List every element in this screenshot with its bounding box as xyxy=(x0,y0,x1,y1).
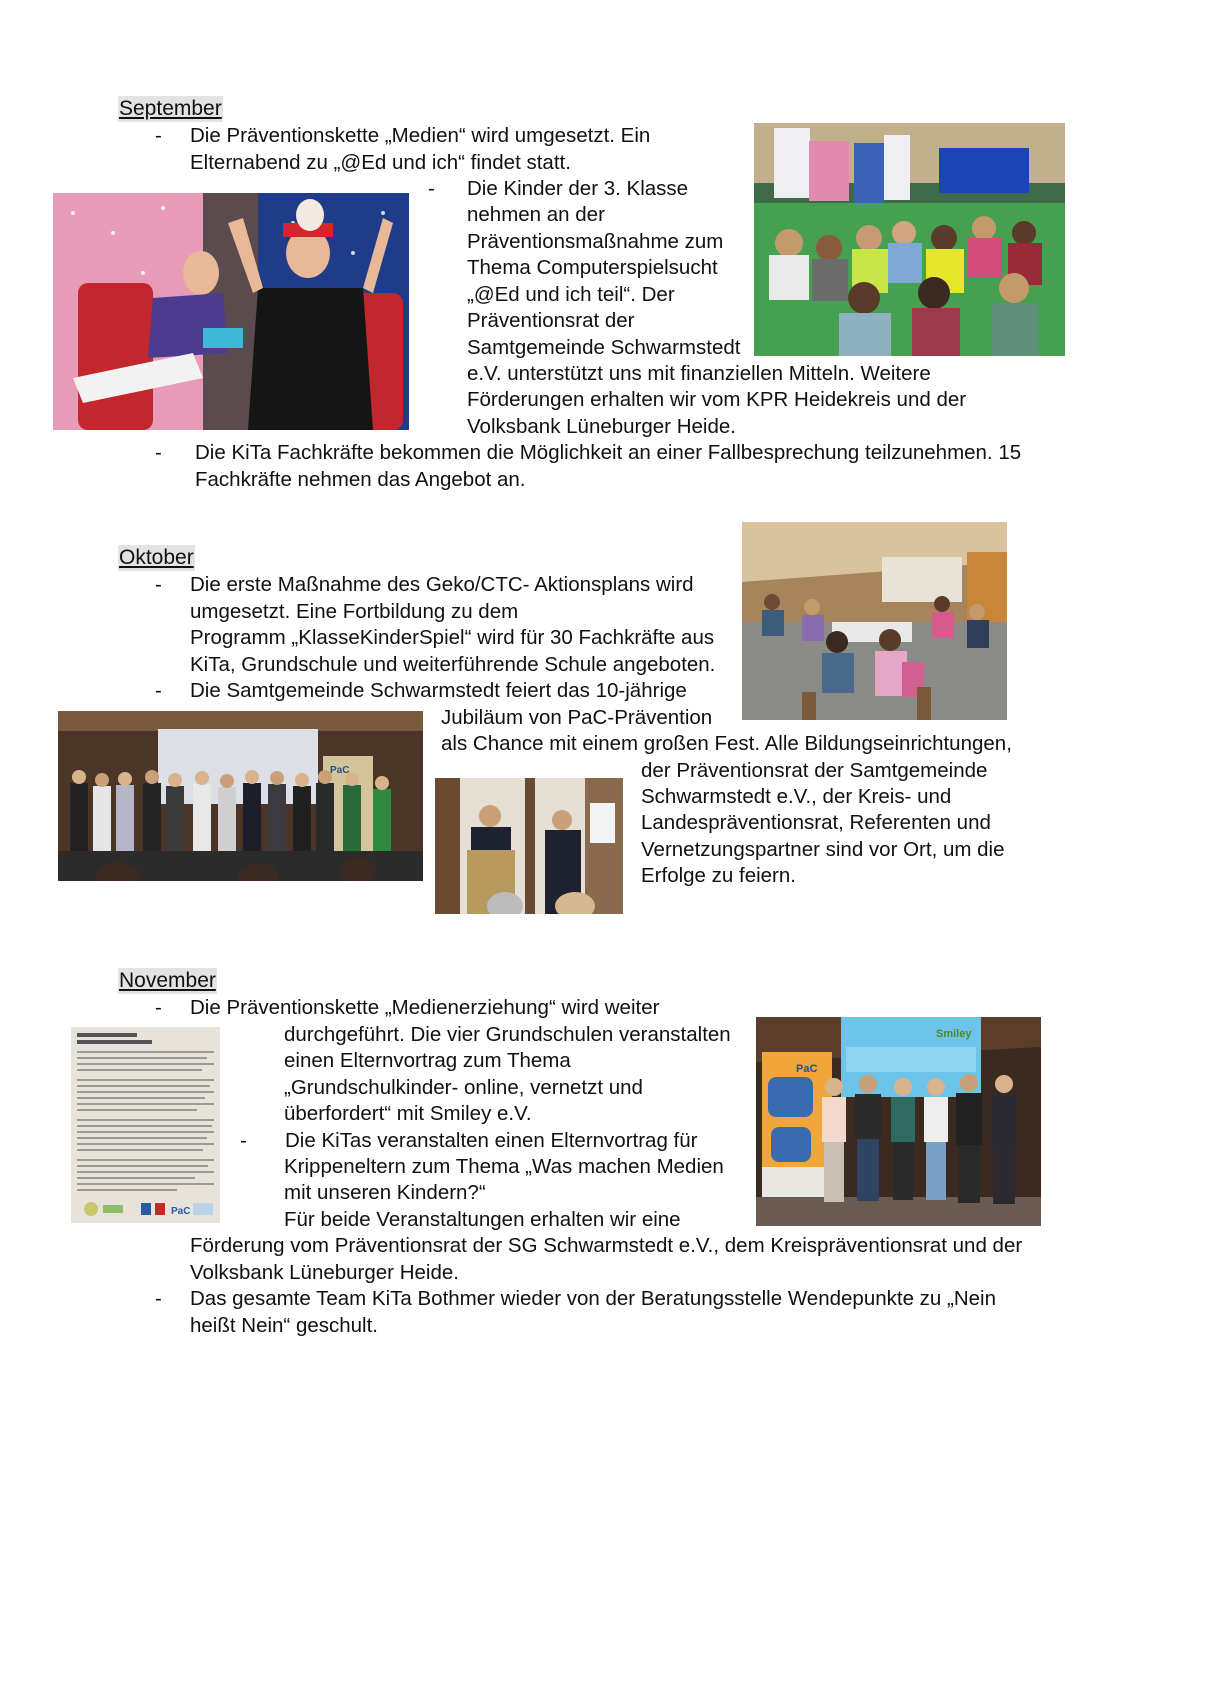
okt-item2-line5: Schwarmstedt e.V., der Kreis- und xyxy=(641,785,952,808)
bullet-dash: - xyxy=(240,1129,247,1152)
nov-item2-line1: Die KiTas veranstalten einen Elternvortrag für xyxy=(285,1129,698,1152)
photo-group-presentation xyxy=(756,1017,1041,1226)
poster-brand-text: PaC xyxy=(330,765,350,776)
sep-item2-line9: Förderungen erhalten wir vom KPR Heidekreis und der xyxy=(467,388,967,411)
sep-item3-line2: Fachkräfte nehmen das Angebot an. xyxy=(195,468,526,491)
sep-item2-line5: „@Ed und ich teil“. Der xyxy=(467,283,675,306)
bullet-dash: - xyxy=(428,177,435,200)
nov-item1-line5: überfordert“ mit Smiley e.V. xyxy=(284,1102,532,1125)
photo-speaker-podium xyxy=(435,778,623,914)
okt-item1-line2: umgesetzt. Eine Fortbildung zu dem xyxy=(190,600,519,623)
sep-item2-line4: Thema Computerspielsucht xyxy=(467,256,718,279)
bullet-dash: - xyxy=(155,573,162,596)
bullet-dash: - xyxy=(155,679,162,702)
nov-item3-line2: heißt Nein“ geschult. xyxy=(190,1314,379,1337)
okt-item2-line6: Landespräventionsrat, Referenten und xyxy=(641,811,991,834)
screen-brand-text: Smiley xyxy=(936,1028,972,1040)
bullet-dash: - xyxy=(155,124,162,147)
nov-item1-line1: Die Präventionskette „Medienerziehung“ wird weiter xyxy=(190,996,660,1019)
photo-group-stage xyxy=(58,711,423,881)
photo-children-gym xyxy=(754,123,1065,356)
photo-newspaper-flyer xyxy=(71,1027,220,1223)
nov-item2-line3: mit unseren Kindern?“ xyxy=(284,1181,486,1204)
okt-item2-line1: Die Samtgemeinde Schwarmstedt feiert das 10-jährige xyxy=(190,679,687,702)
okt-item2-line4: der Präventionsrat der Samtgemeinde xyxy=(641,759,988,782)
nov-item2-line5: Förderung vom Präventionsrat der SG Schwarmstedt e.V., dem Kreispräventionsrat und der xyxy=(190,1234,1023,1257)
sep-item1-line1: Die Präventionskette „Medien“ wird umgesetzt. Ein xyxy=(190,124,651,147)
okt-item2-line3: als Chance mit einem großen Fest. Alle Bildungseinrichtungen, xyxy=(441,732,1012,755)
sep-item2-line2: nehmen an der xyxy=(467,203,605,226)
photo-workshop-room xyxy=(742,522,1007,720)
bullet-dash: - xyxy=(155,1287,162,1310)
sep-item2-line8: e.V. unterstützt uns mit finanziellen Mitteln. Weitere xyxy=(467,362,931,385)
okt-item1-line1: Die erste Maßnahme des Geko/CTC- Aktionsplans wird xyxy=(190,573,694,596)
poster-brand-text-2: PaC xyxy=(796,1063,818,1075)
bullet-dash: - xyxy=(155,996,162,1019)
nov-item2-line6: Volksbank Lüneburger Heide. xyxy=(190,1261,459,1284)
sep-item2-line6: Präventionsrat der xyxy=(467,309,635,332)
okt-item1-line3: Programm „KlasseKinderSpiel“ wird für 30 Fachkräfte aus xyxy=(190,626,715,649)
photo-theater-performance xyxy=(53,193,409,430)
okt-item2-line7: Vernetzungspartner sind vor Ort, um die xyxy=(641,838,1005,861)
nov-item1-line3: einen Elternvortrag zum Thema xyxy=(284,1049,571,1072)
sep-item2-line10: Volksbank Lüneburger Heide. xyxy=(467,415,736,438)
nov-item1-line4: „Grundschulkinder- online, vernetzt und xyxy=(284,1076,643,1099)
okt-item2-line2: Jubiläum von PaC-Prävention xyxy=(441,706,713,729)
bullet-dash: - xyxy=(155,441,162,464)
sep-item3-line1: Die KiTa Fachkräfte bekommen die Möglichkeit an einer Fallbesprechung teilzunehmen. 15 xyxy=(195,441,1022,464)
heading-september: September xyxy=(119,97,222,120)
okt-item1-line4: KiTa, Grundschule und weiterführende Schule angeboten. xyxy=(190,653,716,676)
heading-oktober: Oktober xyxy=(119,546,194,569)
flyer-brand-text: PaC xyxy=(171,1206,191,1217)
sep-item2-line3: Präventionsmaßnahme zum xyxy=(467,230,724,253)
heading-november: November xyxy=(119,969,216,992)
sep-item1-line2: Elternabend zu „@Ed und ich“ findet statt. xyxy=(190,151,571,174)
sep-item2-line1: Die Kinder der 3. Klasse xyxy=(467,177,689,200)
nov-item3-line1: Das gesamte Team KiTa Bothmer wieder von der Beratungsstelle Wendepunkte zu „Nein xyxy=(190,1287,996,1310)
nov-item2-line2: Krippeneltern zum Thema „Was machen Medien xyxy=(284,1155,724,1178)
sep-item2-line7: Samtgemeinde Schwarmstedt xyxy=(467,336,741,359)
nov-item1-line2: durchgeführt. Die vier Grundschulen veranstalten xyxy=(284,1023,731,1046)
nov-item2-line4: Für beide Veranstaltungen erhalten wir eine xyxy=(284,1208,681,1231)
okt-item2-line8: Erfolge zu feiern. xyxy=(641,864,796,887)
